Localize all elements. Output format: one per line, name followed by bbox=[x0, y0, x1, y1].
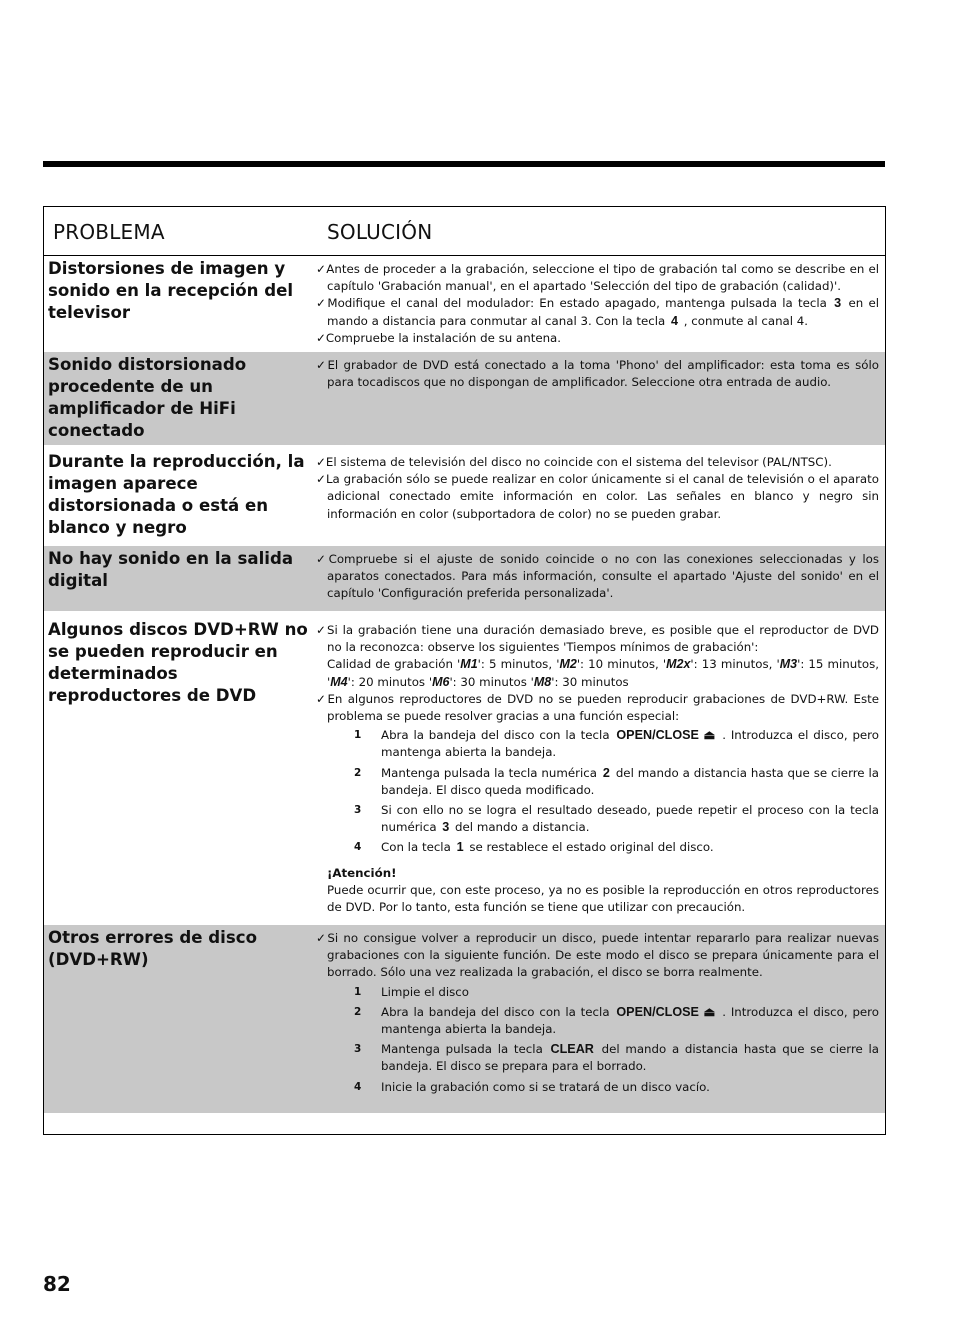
step-item: 1 Abra la bandeja del disco con la tecla OPEN/CLOSE ⏏ . Introduzca el disco, pero mantenga abierta la bandeja. bbox=[354, 728, 879, 760]
solution-bullet: ✓El sistema de televisión del disco no coincide con el sistema del televisor (PAL/NTSC). bbox=[316, 455, 832, 469]
table-row bbox=[44, 546, 885, 611]
troubleshooting-table bbox=[43, 206, 886, 1135]
header-problema: PROBLEMA bbox=[53, 220, 165, 244]
solution-bullet: ✓Si la grabación tiene una duración demasiado breve, es posible que el reproductor de DVD no la reconozca: observe los siguientes 'Tiempos mínimos de grabación': bbox=[316, 623, 879, 655]
solution-bullet: ✓Antes de proceder a la grabación, seleccione el tipo de grabación tal como se describe en el capítulo 'Grabación manual', en el apartado 'Selección del tipo de grabación (calidad)'. bbox=[316, 262, 879, 294]
table-row bbox=[44, 449, 885, 544]
solution-bullet: ✓Modifique el canal del modulador: En estado apagado, mantenga pulsada la tecla 3 en el mando a distancia para conmutar al canal 3. Con la tecla 4 , conmute al canal 4. bbox=[316, 296, 879, 328]
step-list bbox=[316, 727, 879, 856]
step-item: 4 Inicie la grabación como si se tratará de un disco vacío. bbox=[354, 1079, 710, 1094]
header-solucion: SOLUCIÓN bbox=[327, 220, 433, 244]
key-4: 4 bbox=[671, 313, 679, 328]
table-row bbox=[44, 256, 885, 352]
solution-cell bbox=[316, 930, 879, 1099]
step-item: 2 Abra la bandeja del disco con la tecla OPEN/CLOSE ⏏ . Introduzca el disco, pero mantenga abierta la bandeja. bbox=[354, 1004, 879, 1037]
table-row bbox=[44, 925, 885, 1113]
quality-times: Calidad de grabación 'M1': 5 minutos, 'M2': 10 minutos, 'M2x': 13 minutos, 'M3': 15 minutos, 'M4': 20 minutos 'M6': 30 minutos 'M8': 30 minutos bbox=[327, 657, 879, 689]
solution-bullet: ✓En algunos reproductores de DVD no se pueden reproducir grabaciones de DVD+RW. Este problema se puede resolver gracias a una función especial: bbox=[316, 691, 879, 724]
solution-bullet: ✓Compruebe la instalación de su antena. bbox=[316, 330, 562, 345]
problem-cell: Sonido distorsionado procedente de un amplificador de HiFi conectado bbox=[48, 355, 247, 440]
solution-cell bbox=[316, 357, 879, 391]
solution-cell bbox=[316, 454, 879, 523]
step-item: 1 Limpie el disco bbox=[354, 984, 470, 999]
solution-cell bbox=[316, 551, 879, 603]
solution-bullet: ✓Compruebe si el ajuste de sonido coincide o no con las conexiones seleccionadas y los aparatos conectados. Para más información, consulte el apartado 'Ajuste del sonido' en el capítulo 'Configuración preferida personalizada'. bbox=[316, 552, 879, 601]
step-item: 3 Si con ello no se logra el resultado deseado, puede repetir el proceso con la tecla numérica 3 del mando a distancia. bbox=[354, 803, 879, 835]
table-row bbox=[44, 617, 885, 925]
table-row bbox=[44, 352, 885, 445]
attention-title: ¡Atención! bbox=[327, 865, 397, 880]
solution-bullet: ✓Si no consigue volver a reproducir un disco, puede intentar repararlo para realizar nuevas grabaciones con la siguiente función. De este modo el disco se prepara únicamente para el borrado. Sólo una vez realizada la grabación, el disco se borra realmente. bbox=[316, 931, 879, 980]
top-rule bbox=[43, 161, 885, 167]
step-item: 3 Mantenga pulsada la tecla CLEAR del mando a distancia hasta que se cierre la bandeja. El disco se prepara para el borrado. bbox=[354, 1042, 879, 1074]
problem-cell: Algunos discos DVD+RW no se pueden reproducir en determinados reproductores de DVD bbox=[48, 620, 308, 705]
solution-bullet: ✓La grabación sólo se puede realizar en color únicamente si el canal de televisión o el aparato adicional conectado emite información en color. Las señales en blanco y negro sin información en color (subportadora de color) no se pueden grabar. bbox=[316, 472, 879, 521]
step-item: 2 Mantenga pulsada la tecla numérica 2 del mando a distancia hasta que se cierre la bandeja. El disco queda modificado. bbox=[354, 765, 879, 797]
solution-cell bbox=[316, 622, 879, 916]
problem-cell: No hay sonido en la salida digital bbox=[48, 549, 294, 590]
page-number: 82 bbox=[43, 1272, 71, 1296]
problem-cell: Distorsiones de imagen y sonido en la recepción del televisor bbox=[48, 259, 294, 322]
solution-bullet: ✓El grabador de DVD está conectado a la toma 'Phono' del amplificador: esta toma es sólo para tocadiscos que no dispongan de amplificador. Seleccione otra entrada de audio. bbox=[316, 358, 879, 390]
key-3: 3 bbox=[834, 296, 842, 311]
step-list bbox=[316, 984, 879, 1096]
problem-cell: Durante la reproducción, la imagen aparece distorsionada o está en blanco y negro bbox=[48, 452, 305, 537]
attention-text: Puede ocurrir que, con este proceso, ya no es posible la reproducción en otros reproductores de DVD. Por lo tanto, esta función se tiene que utilizar con precaución. bbox=[327, 882, 879, 915]
step-item: 4 Con la tecla 1 se restablece el estado original del disco. bbox=[354, 840, 714, 855]
table-header bbox=[44, 207, 885, 256]
problem-cell: Otros errores de disco (DVD+RW) bbox=[48, 928, 257, 969]
solution-cell bbox=[316, 261, 879, 347]
